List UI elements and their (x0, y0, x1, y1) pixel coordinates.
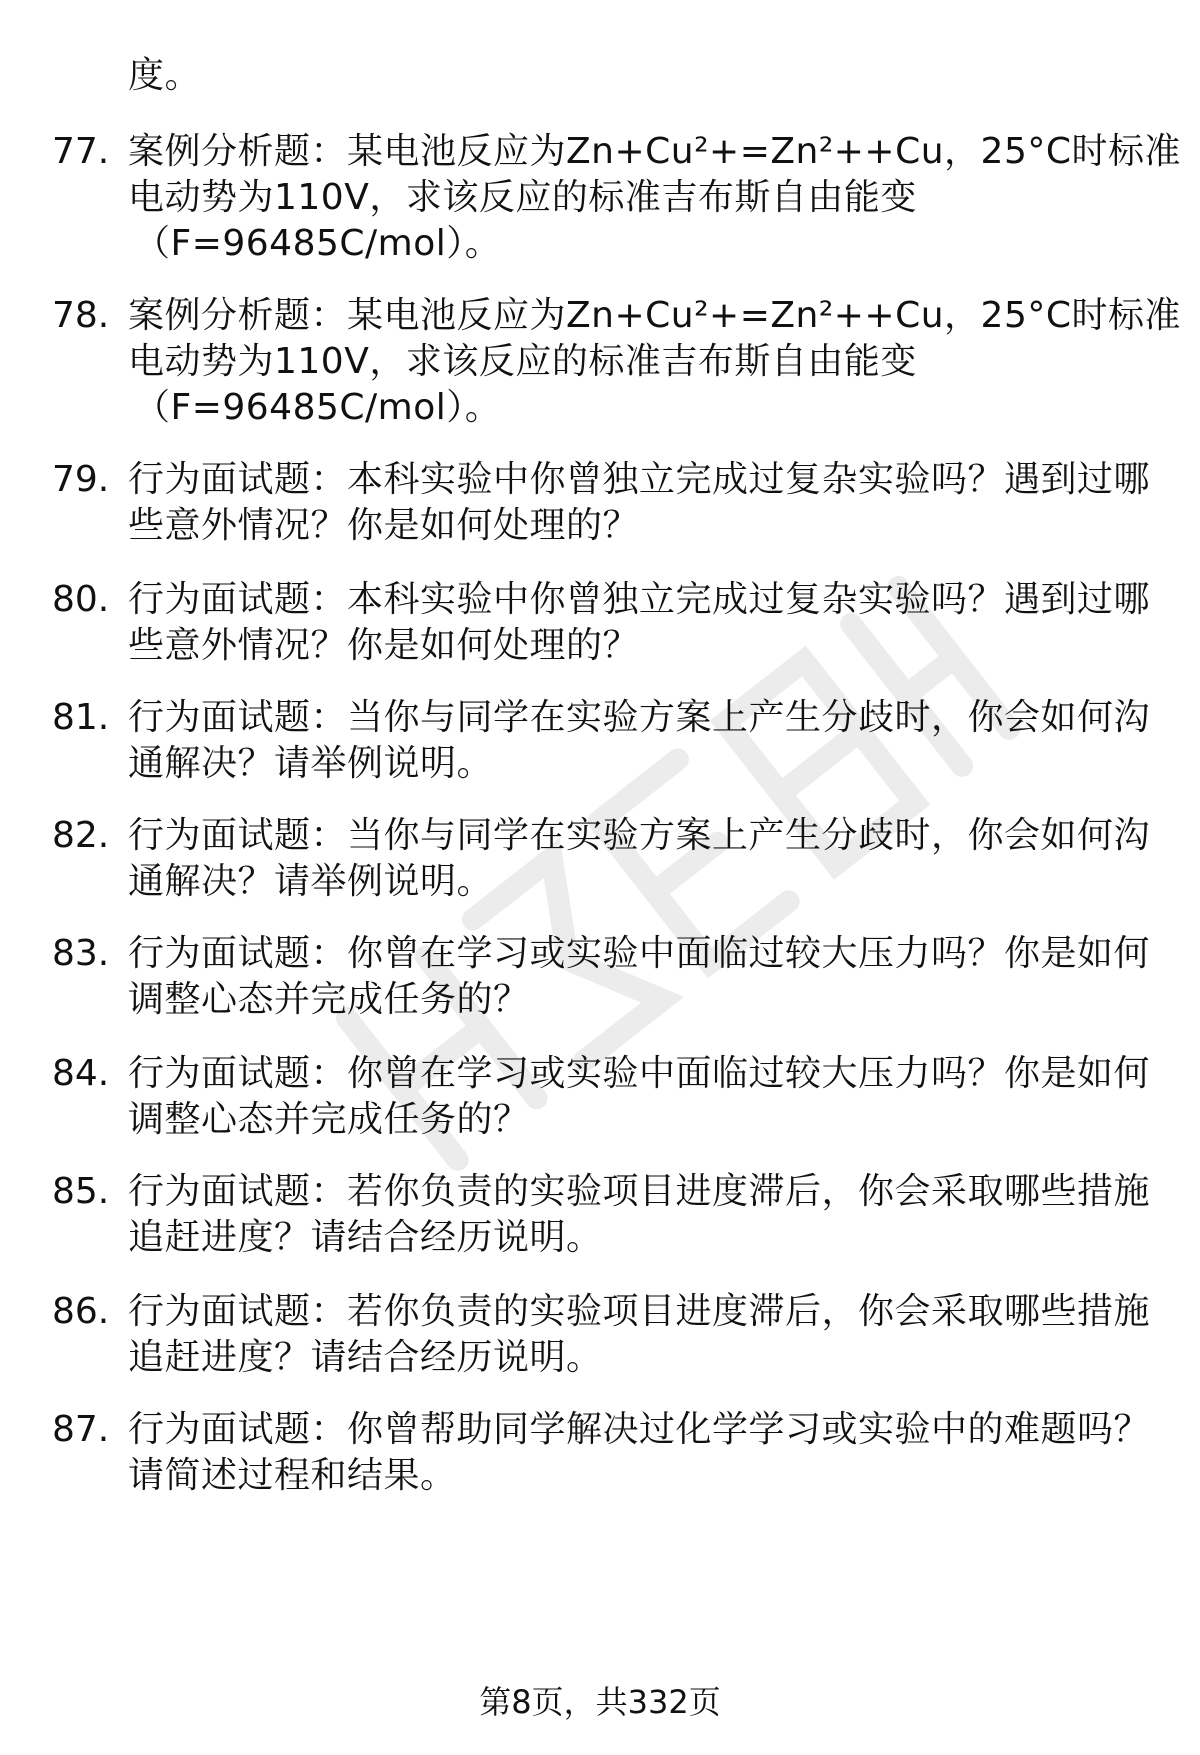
question-number: 84. (52, 1053, 110, 1094)
question-number: 81. (52, 697, 110, 738)
question-number: 87. (52, 1409, 110, 1450)
question-line: 案例分析题：某电池反应为Zn+Cu²+=Zn²++Cu，25°C时标准 (128, 295, 1181, 336)
question-line: 行为面试题：本科实验中你曾独立完成过复杂实验吗？遇到过哪 (128, 579, 1151, 620)
question-line: 案例分析题：某电池反应为Zn+Cu²+=Zn²++Cu，25°C时标准 (128, 131, 1181, 172)
question-line: 行为面试题：你曾帮助同学解决过化学学习或实验中的难题吗？ (128, 1409, 1151, 1450)
question-number: 86. (52, 1291, 110, 1332)
question-number: 79. (52, 459, 110, 500)
page-footer: 第8页，共332页 (479, 1683, 721, 1721)
question-line: 追赶进度？请结合经历说明。 (128, 1337, 603, 1378)
question-line: 行为面试题：你曾在学习或实验中面临过较大压力吗？你是如何 (128, 1053, 1151, 1094)
question-line: （F=96485C/mol）。 (134, 387, 502, 428)
question-line: 调整心态并完成任务的？ (128, 1099, 530, 1140)
question-line: 行为面试题：你曾在学习或实验中面临过较大压力吗？你是如何 (128, 933, 1151, 974)
question-line: 电动势为110V，求该反应的标准吉布斯自由能变 (128, 341, 917, 382)
question-line: （F=96485C/mol）。 (134, 223, 502, 264)
question-number: 80. (52, 579, 110, 620)
question-line: 通解决？请举例说明。 (128, 861, 494, 902)
question-line: 行为面试题：若你负责的实验项目进度滞后，你会采取哪些措施 (128, 1291, 1151, 1332)
question-line: 请简述过程和结果。 (128, 1455, 457, 1496)
question-number: 85. (52, 1171, 110, 1212)
question-number: 82. (52, 815, 110, 856)
question-line: 行为面试题：本科实验中你曾独立完成过复杂实验吗？遇到过哪 (128, 459, 1151, 500)
question-line: 调整心态并完成任务的？ (128, 979, 530, 1020)
question-number: 78. (52, 295, 110, 336)
question-number: 83. (52, 933, 110, 974)
question-line: 行为面试题：当你与同学在实验方案上产生分歧时，你会如何沟 (128, 697, 1151, 738)
question-line: 通解决？请举例说明。 (128, 743, 494, 784)
continuation-text: 度。 (128, 55, 202, 96)
question-line: 追赶进度？请结合经历说明。 (128, 1217, 603, 1258)
question-number: 77. (52, 131, 110, 172)
question-line: 些意外情况？你是如何处理的？ (128, 625, 640, 666)
question-line: 行为面试题：当你与同学在实验方案上产生分歧时，你会如何沟 (128, 815, 1151, 856)
question-line: 行为面试题：若你负责的实验项目进度滞后，你会采取哪些措施 (128, 1171, 1151, 1212)
question-line: 些意外情况？你是如何处理的？ (128, 505, 640, 546)
question-line: 电动势为110V，求该反应的标准吉布斯自由能变 (128, 177, 917, 218)
